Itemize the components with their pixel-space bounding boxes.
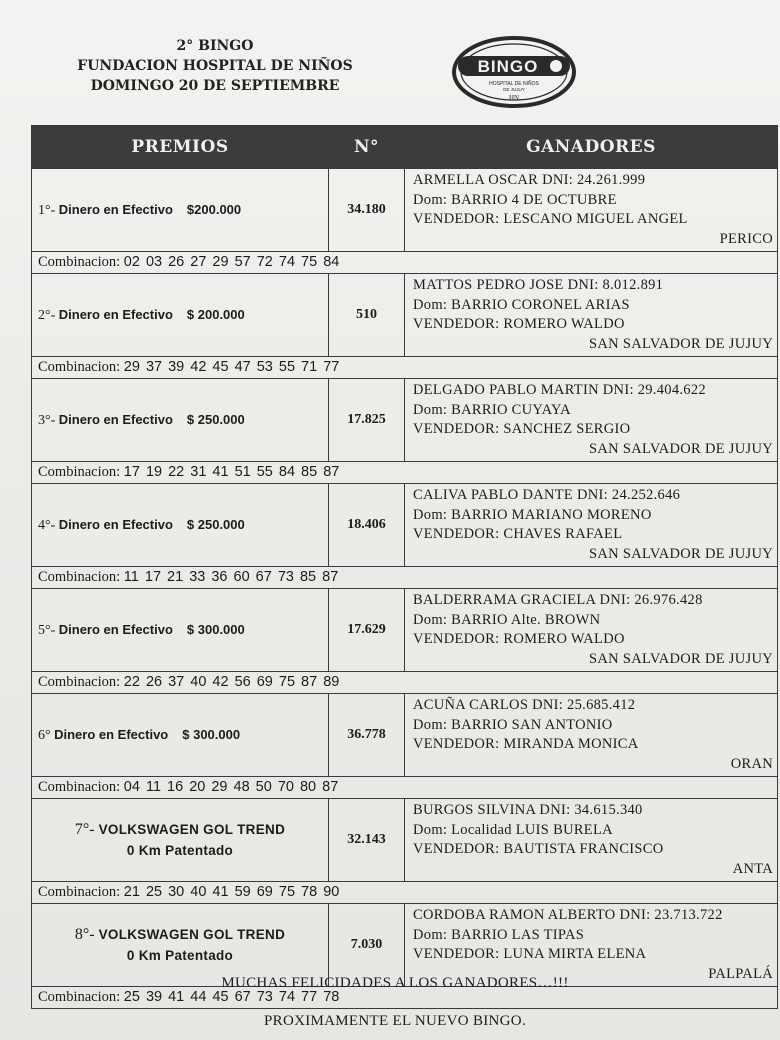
svg-text:HN: HN	[508, 94, 520, 102]
winner-location: PERICO	[719, 230, 773, 247]
ticket-number: 18.406	[329, 484, 405, 567]
ticket-number: 17.629	[329, 589, 405, 672]
winner-location: SAN SALVADOR DE JUJUY	[589, 335, 773, 352]
combination-label: Combinacion:	[38, 359, 121, 375]
prize-cell: 8°- VOLKSWAGEN GOL TREND 0 Km Patentado	[32, 904, 329, 987]
prize-cell: 2°- Dinero en Efectivo $ 200.000	[32, 274, 329, 357]
winner-cell	[405, 484, 778, 567]
combination-row	[32, 252, 778, 274]
congratulations-text: MUCHAS FELICIDADES A LOS GANADORES…!!!	[221, 975, 569, 991]
prize-row	[32, 169, 778, 252]
prize-cell: 1°- Dinero en Efectivo $200.000	[32, 169, 329, 252]
svg-text:HOSPITAL DE NIÑOS: HOSPITAL DE NIÑOS	[489, 81, 539, 87]
results-table	[31, 125, 778, 1009]
next-bingo-text: PROXIMAMENTE EL NUEVO BINGO.	[264, 1013, 526, 1029]
ticket-number: 7.030	[329, 904, 405, 987]
winner-vendor: VENDEDOR: CHAVES RAFAEL	[413, 526, 623, 542]
column-ganadores: GANADORES	[405, 126, 778, 169]
winner-vendor: VENDEDOR: BAUTISTA FRANCISCO	[413, 841, 664, 857]
winner-name: DELGADO PABLO MARTIN DNI: 29.404.622	[413, 382, 706, 398]
combination-label: Combinacion:	[38, 464, 121, 480]
combination-row	[32, 882, 778, 904]
prize-cell: 5°- Dinero en Efectivo $ 300.000	[32, 589, 329, 672]
winner-address: Dom: BARRIO Alte. BROWN	[413, 611, 601, 628]
winner-name: ACUÑA CARLOS DNI: 25.685.412	[413, 697, 636, 713]
combination-numbers: 02 03 26 27 29 57 72 74 75 84	[123, 254, 340, 270]
combination-label: Combinacion:	[38, 569, 121, 585]
winner-location: SAN SALVADOR DE JUJUY	[589, 650, 773, 667]
combination-label: Combinacion:	[38, 254, 121, 270]
winner-location: SAN SALVADOR DE JUJUY	[589, 440, 773, 457]
prize-cell: 6° Dinero en Efectivo $ 300.000	[32, 694, 329, 777]
winner-name: BALDERRAMA GRACIELA DNI: 26.976.428	[413, 592, 703, 608]
winner-cell	[405, 589, 778, 672]
combination-numbers: 17 19 22 31 41 51 55 84 85 87	[123, 464, 340, 480]
combination-row	[32, 357, 778, 379]
combination-numbers: 21 25 30 40 41 59 69 75 78 90	[123, 884, 340, 900]
winner-vendor: VENDEDOR: ROMERO WALDO	[413, 631, 625, 647]
winner-vendor: VENDEDOR: SANCHEZ SERGIO	[413, 421, 631, 437]
winner-address: Dom: BARRIO 4 DE OCTUBRE	[413, 191, 617, 208]
combination-row	[32, 567, 778, 589]
combination-numbers: 11 17 21 33 36 60 67 73 85 87	[123, 569, 339, 585]
header-line-1: 2° BINGO	[176, 38, 254, 54]
winner-vendor: VENDEDOR: LUNA MIRTA ELENA	[413, 946, 647, 962]
winner-vendor: VENDEDOR: ROMERO WALDO	[413, 316, 625, 332]
header-line-3: DOMINGO 20 DE SEPTIEMBRE	[90, 78, 340, 94]
winner-location: ORAN	[730, 755, 773, 772]
combination-label: Combinacion:	[38, 779, 121, 795]
combination-label: Combinacion:	[38, 884, 121, 900]
combination-row	[32, 462, 778, 484]
column-numero: N°	[329, 126, 405, 169]
table-header	[32, 126, 778, 169]
winner-vendor: VENDEDOR: MIRANDA MONICA	[413, 736, 639, 752]
winner-address: Dom: BARRIO LAS TIPAS	[413, 926, 585, 943]
ticket-number: 510	[329, 274, 405, 357]
prize-cell: 4°- Dinero en Efectivo $ 250.000	[32, 484, 329, 567]
prize-row	[32, 274, 778, 357]
svg-text:BINGO: BINGO	[477, 57, 539, 76]
winner-address: Dom: Localidad LUIS BURELA	[413, 821, 613, 838]
prize-cell: 7°- VOLKSWAGEN GOL TREND 0 Km Patentado	[32, 799, 329, 882]
combination-row	[32, 777, 778, 799]
winner-name: CORDOBA RAMON ALBERTO DNI: 23.713.722	[413, 907, 723, 923]
prize-row	[32, 379, 778, 462]
winner-cell	[405, 379, 778, 462]
column-premios: PREMIOS	[32, 126, 329, 169]
winner-location: ANTA	[732, 860, 773, 877]
combination-row	[32, 672, 778, 694]
winner-cell	[405, 169, 778, 252]
prize-cell: 3°- Dinero en Efectivo $ 250.000	[32, 379, 329, 462]
winner-location: SAN SALVADOR DE JUJUY	[589, 545, 773, 562]
combination-label: Combinacion:	[38, 674, 121, 690]
combination-numbers: 04 11 16 20 29 48 50 70 80 87	[123, 779, 339, 795]
combination-numbers: 22 26 37 40 42 56 69 75 87 89	[123, 674, 340, 690]
winner-cell	[405, 694, 778, 777]
ticket-number: 17.825	[329, 379, 405, 462]
prize-row	[32, 589, 778, 672]
ticket-number: 34.180	[329, 169, 405, 252]
ticket-number: 36.778	[329, 694, 405, 777]
winner-cell	[405, 799, 778, 882]
winner-address: Dom: BARRIO CORONEL ARIAS	[413, 296, 630, 313]
combination-numbers: 29 37 39 42 45 47 53 55 71 77	[123, 359, 340, 375]
winner-vendor: VENDEDOR: LESCANO MIGUEL ANGEL	[413, 211, 688, 227]
winner-address: Dom: BARRIO SAN ANTONIO	[413, 716, 613, 733]
ticket-number: 32.143	[329, 799, 405, 882]
svg-text:DE JUJUY: DE JUJUY	[503, 87, 525, 92]
winner-address: Dom: BARRIO CUYAYA	[413, 401, 571, 418]
prize-row	[32, 694, 778, 777]
document-header	[0, 36, 430, 96]
winner-location: PALPALÁ	[708, 965, 773, 982]
winner-address: Dom: BARRIO MARIANO MORENO	[413, 506, 652, 523]
bingo-logo	[452, 36, 576, 108]
winner-name: MATTOS PEDRO JOSE DNI: 8.012.891	[413, 277, 664, 293]
combination-label: Combinacion:	[38, 989, 121, 1005]
header-line-2: FUNDACION HOSPITAL DE NIÑOS	[77, 58, 353, 74]
winner-cell	[405, 274, 778, 357]
combination-numbers: 25 39 41 44 45 67 73 74 77 78	[123, 989, 340, 1005]
prize-row	[32, 799, 778, 882]
winner-name: BURGOS SILVINA DNI: 34.615.340	[413, 802, 643, 818]
winner-name: ARMELLA OSCAR DNI: 24.261.999	[413, 172, 646, 188]
prize-row	[32, 484, 778, 567]
winner-name: CALIVA PABLO DANTE DNI: 24.252.646	[413, 487, 681, 503]
